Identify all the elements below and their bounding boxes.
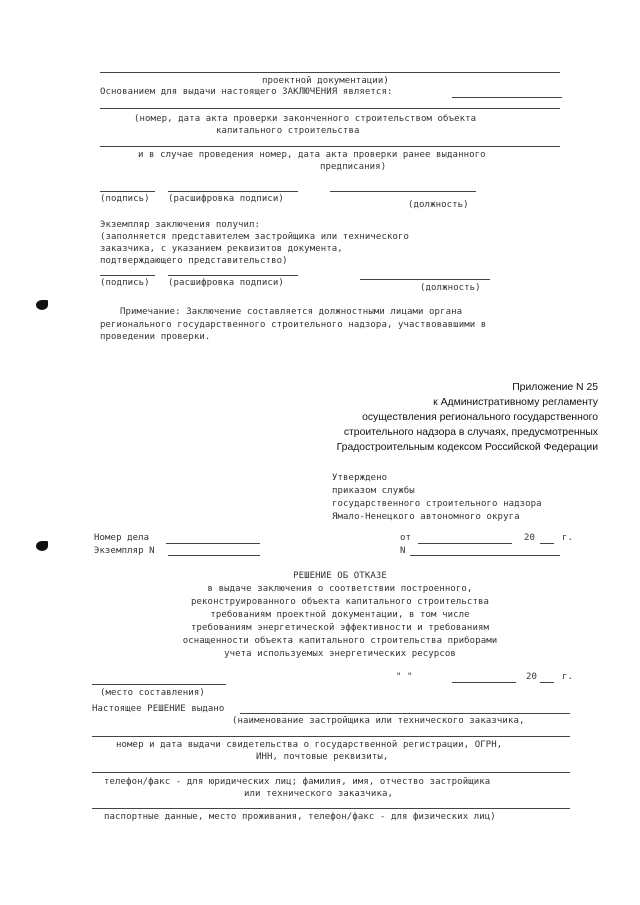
signature-decode-caption: (расшифровка подписи) bbox=[168, 278, 284, 288]
issued-field[interactable] bbox=[92, 772, 570, 773]
appendix-line: к Административному регламенту bbox=[433, 397, 598, 408]
decision-line: учета используемых энергетических ресурсов bbox=[224, 649, 456, 659]
decision-line: реконструированного объекта капитального строительства bbox=[191, 597, 489, 607]
decision-line: в выдаче заключения о соответствии построенного, bbox=[207, 584, 473, 594]
note-line-3: проведении проверки. bbox=[100, 332, 211, 342]
copy-received-line-1: Экземпляр заключения получил: bbox=[100, 220, 261, 230]
act-line-1: (номер, дата акта проверки законченного строительством объекта bbox=[134, 114, 477, 124]
decision-line: оснащенности объекта капитального строительства приборами bbox=[182, 636, 498, 646]
copy-number-label: Экземпляр N bbox=[94, 546, 155, 556]
appendix-line: Градостроительным кодексом Российской Федерации bbox=[336, 442, 598, 453]
issued-caption-line: телефон/факс - для юридических лиц; фамилия, имя, отчество застройщика bbox=[104, 777, 491, 787]
place-date-month-field[interactable] bbox=[452, 682, 516, 683]
rule-line bbox=[452, 97, 562, 98]
approved-line: приказом службы bbox=[332, 486, 415, 496]
design-docs-text: проектной документации) bbox=[262, 76, 389, 86]
rule-line bbox=[100, 108, 560, 109]
year-g: г. bbox=[562, 533, 574, 543]
note-line-2: регионального государственного строительного надзора, участвовавшими в bbox=[100, 320, 487, 330]
punch-hole-mark bbox=[36, 300, 48, 310]
decision-number-field[interactable] bbox=[410, 555, 560, 556]
date-field[interactable] bbox=[418, 543, 512, 544]
issued-field[interactable] bbox=[240, 713, 570, 714]
place-year-field[interactable] bbox=[540, 682, 554, 683]
issued-caption-line: номер и дата выдачи свидетельства о государственной регистрации, ОГРН, bbox=[116, 740, 503, 750]
punch-hole-mark bbox=[36, 541, 48, 551]
rule-line bbox=[100, 146, 560, 147]
decision-title: РЕШЕНИЕ ОБ ОТКАЗЕ bbox=[293, 571, 387, 581]
place-field[interactable] bbox=[92, 684, 226, 685]
rule-line bbox=[100, 191, 155, 192]
year-field[interactable] bbox=[540, 543, 554, 544]
issued-caption-line: или технического заказчика, bbox=[244, 789, 393, 799]
position-caption: (должность) bbox=[408, 200, 469, 210]
appendix-line: строительного надзора в случаях, предусмотренных bbox=[343, 427, 598, 438]
copy-number-field[interactable] bbox=[168, 555, 260, 556]
year-prefix: 20 bbox=[524, 533, 536, 543]
decision-block bbox=[140, 570, 540, 661]
approved-line: государственного строительного надзора bbox=[332, 499, 542, 509]
appendix-line: осуществления регионального государственного bbox=[362, 412, 598, 423]
basis-label: Основанием для выдачи настоящего ЗАКЛЮЧЕНИЯ является: bbox=[100, 87, 393, 97]
place-year-g: г. bbox=[562, 672, 574, 682]
rule-line bbox=[100, 72, 560, 73]
signature-caption: (подпись) bbox=[100, 278, 150, 288]
issued-caption-line: ИНН, почтовые реквизиты, bbox=[256, 752, 389, 762]
issued-field[interactable] bbox=[92, 736, 570, 737]
place-year-prefix: 20 bbox=[526, 672, 538, 682]
rule-line bbox=[100, 275, 155, 276]
decision-line: требованиям проектной документации, в том числе bbox=[210, 610, 470, 620]
issued-caption-line: (наименование застройщика или технического заказчика, bbox=[232, 716, 525, 726]
case-number-field[interactable] bbox=[166, 543, 260, 544]
rule-line bbox=[360, 279, 490, 280]
place-caption: (место составления) bbox=[100, 688, 205, 698]
rule-line bbox=[330, 191, 476, 192]
appendix-header bbox=[278, 380, 598, 455]
copy-received-line-2: (заполняется представителем застройщика или технического bbox=[100, 232, 410, 242]
n-label: N bbox=[400, 546, 406, 556]
copy-received-line-3: заказчика, с указанием реквизитов документа, bbox=[100, 244, 343, 254]
signature-caption: (подпись) bbox=[100, 194, 150, 204]
decision-line: требованиям энергетической эффективности и требованиям bbox=[191, 623, 489, 633]
act-line-2: капитального строительства bbox=[216, 126, 360, 136]
position-caption: (должность) bbox=[420, 283, 481, 293]
rule-line bbox=[168, 191, 298, 192]
note-line-1: Примечание: Заключение составляется должностными лицами органа bbox=[120, 307, 463, 317]
appendix-number: Приложение N 25 bbox=[512, 382, 598, 393]
issued-field[interactable] bbox=[92, 808, 570, 809]
act-line-3: и в случае проведения номер, дата акта проверки ранее выданного bbox=[138, 150, 486, 160]
issued-label: Настоящее РЕШЕНИЕ выдано bbox=[92, 704, 225, 714]
issued-caption-line: паспортные данные, место проживания, телефон/факс - для физических лиц) bbox=[104, 812, 496, 822]
date-from-label: от bbox=[400, 533, 412, 543]
approved-line: Ямало-Ненецкого автономного округа bbox=[332, 512, 520, 522]
approved-line: Утверждено bbox=[332, 473, 388, 483]
date-quotes: " " bbox=[396, 672, 413, 682]
signature-decode-caption: (расшифровка подписи) bbox=[168, 194, 284, 204]
case-number-label: Номер дела bbox=[94, 533, 150, 543]
copy-received-line-4: подтверждающего представительство) bbox=[100, 256, 288, 266]
rule-line bbox=[168, 275, 298, 276]
act-line-4: предписания) bbox=[320, 162, 387, 172]
